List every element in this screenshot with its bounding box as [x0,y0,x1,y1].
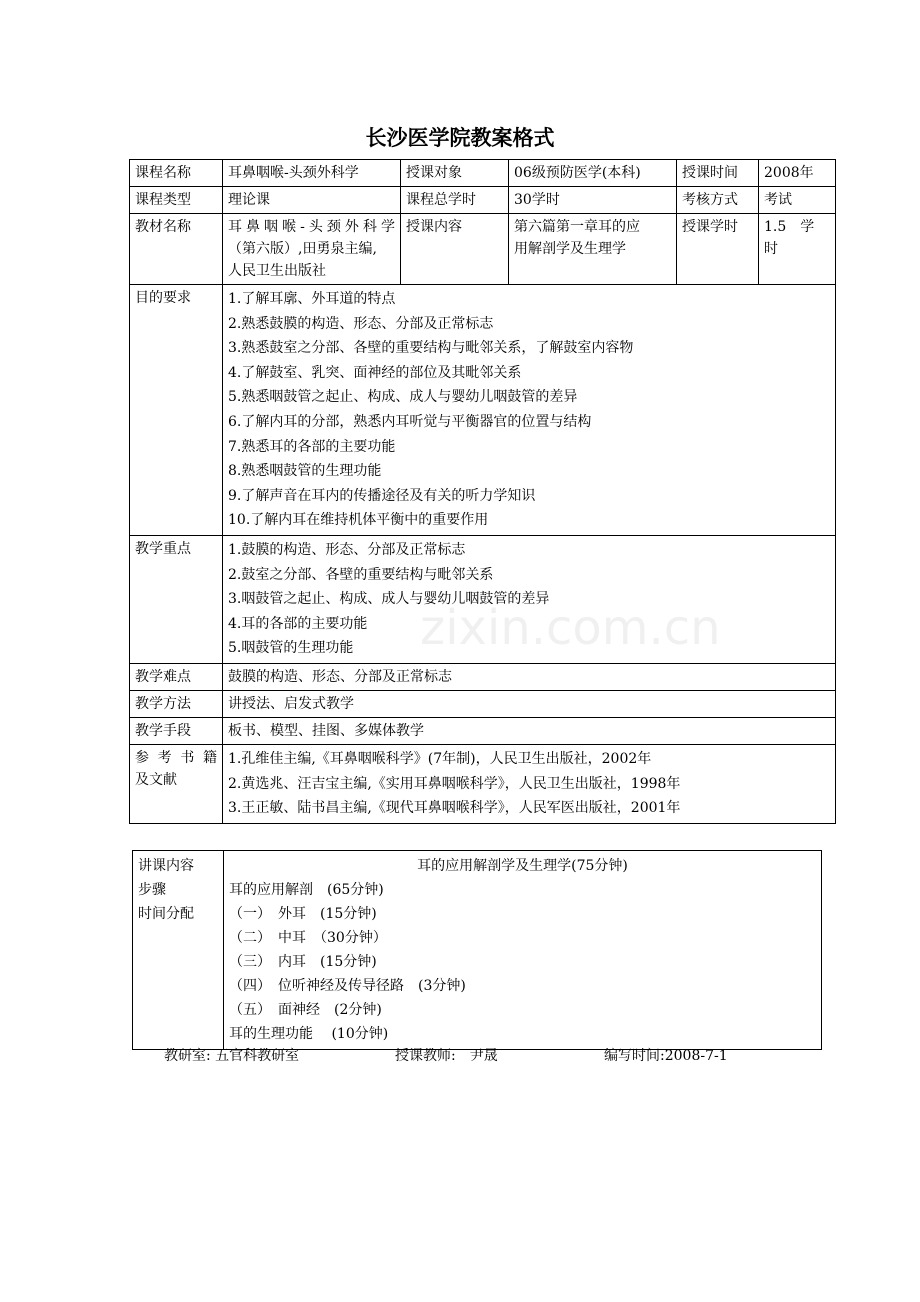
list-item: 4.了解鼓室、乳突、面神经的部位及其毗邻关系 [228,364,522,381]
list-item: 6.了解内耳的分部，熟悉内耳听觉与平衡器官的位置与结构 [228,413,592,430]
assessment-value: 考试 [759,187,836,214]
watermark: zixin.com.cn [420,600,721,656]
footer-department: 教研室: 五官科教研室 [164,1048,300,1064]
keypoints-list [223,535,836,663]
audience-value: 06级预防医学(本科) [509,160,677,187]
list-item: 5.咽鼓管的生理功能 [228,640,354,657]
course-name-value: 耳鼻咽喉-头颈外科学 [223,160,401,187]
textbook-line: 耳鼻咽喉-头颈外科学 [228,219,395,235]
table-row-goals [130,285,836,536]
course-name-label: 课程名称 [130,160,223,187]
schedule-heading: 耳的应用解剖学及生理学(75分钟) [417,858,628,874]
list-item: 耳的生理功能 (10分钟) [229,1026,389,1042]
content-value [509,214,677,285]
page-title: 长沙医学院教案格式 [365,126,555,150]
list-item: 3.咽鼓管之起止、构成、成人与婴幼儿咽鼓管的差异 [228,591,550,608]
textbook-line: 人民卫生出版社 [228,263,326,279]
list-item: 1.了解耳廓、外耳道的特点 [228,291,396,307]
audience-label: 授课对象 [401,160,509,187]
assessment-label: 考核方式 [677,187,759,214]
schedule-label [133,851,224,1050]
course-type-value: 理论课 [223,187,401,214]
schedule-table [132,850,822,1050]
table-row-course-type [130,187,836,214]
list-item: （五） 面神经 (2分钟) [229,1002,382,1018]
list-item: （四） 位听神经及传导径路 (3分钟) [229,978,466,994]
list-item: 1.鼓膜的构造、形态、分部及正常标志 [228,541,466,558]
class-hours-line: 1.5 学 [764,219,815,235]
list-item: 3.熟悉鼓室之分部、各壁的重要结构与毗邻关系，了解鼓室内容物 [228,340,634,357]
list-item: （一） 外耳 (15分钟) [229,906,377,922]
references-label [130,744,223,823]
list-item: 5.熟悉咽鼓管之起止、构成、成人与婴幼儿咽鼓管的差异 [228,389,578,406]
means-label: 教学手段 [130,717,223,744]
content-label: 授课内容 [401,214,509,285]
schedule-label-line: 讲课内容 [138,858,194,874]
difficulties-label: 教学难点 [130,663,223,690]
content-line: 第六篇第一章耳的应 [514,219,640,235]
keypoints-label: 教学重点 [130,535,223,663]
difficulties-value: 鼓膜的构造、形态、分部及正常标志 [223,663,836,690]
schedule-label-line: 步骤 [138,882,166,898]
footer-date: 编写时间:2008-7-1 [604,1048,728,1064]
methods-value: 讲授法、启发式教学 [223,690,836,717]
content-line: 用解剖学及生理学 [514,241,626,257]
table-row-textbook [130,214,836,285]
textbook-line: （第六版）,田勇泉主编, [228,241,377,257]
table-row-means [130,717,836,744]
textbook-value [223,214,401,285]
table-row-schedule [133,851,822,1050]
list-item: 3.王正敏、陆书昌主编,《现代耳鼻咽喉科学》，人民军医出版社，2001年 [228,800,681,817]
footer-teacher: 授课教师: 尹晟 [395,1048,498,1064]
table-row-difficulties [130,663,836,690]
table-row-methods [130,690,836,717]
table-row-course-name [130,160,836,187]
list-item: 7.熟悉耳的各部的主要功能 [228,438,396,455]
methods-label: 教学方法 [130,690,223,717]
total-hours-label: 课程总学时 [401,187,509,214]
list-item: 2.黄选兆、汪吉宝主编,《实用耳鼻咽喉科学》，人民卫生出版社，1998年 [228,775,681,792]
table-row-references [130,744,836,823]
class-time-value: 2008年 [759,160,836,187]
list-item: （二） 中耳 （30分钟） [229,930,387,946]
class-hours-line: 时 [764,241,778,257]
class-time-label: 授课时间 [677,160,759,187]
schedule-content [224,851,822,1050]
goals-list [223,285,836,536]
class-hours-value [759,214,836,285]
list-item: （三） 内耳 (15分钟) [229,954,377,970]
total-hours-value: 30学时 [509,187,677,214]
references-label-line: 及文献 [135,771,177,788]
list-item: 2.鼓室之分部、各壁的重要结构与毗邻关系 [228,566,494,583]
list-item: 耳的应用解剖 (65分钟) [229,882,384,898]
class-hours-label: 授课学时 [677,214,759,285]
means-value: 板书、模型、挂图、多媒体教学 [223,717,836,744]
list-item: 2.熟悉鼓膜的构造、形态、分部及正常标志 [228,315,494,332]
goals-label: 目的要求 [130,285,223,536]
course-type-label: 课程类型 [130,187,223,214]
textbook-label: 教材名称 [130,214,223,285]
list-item: 9.了解声音在耳内的传播途径及有关的听力学知识 [228,487,536,504]
lesson-plan-table [129,159,836,824]
list-item: 8.熟悉咽鼓管的生理功能 [228,463,382,480]
list-item: 10.了解内耳在维持机体平衡中的重要作用 [228,512,489,529]
list-item: 4.耳的各部的主要功能 [228,615,368,632]
references-list [223,744,836,823]
table-row-keypoints [130,535,836,663]
references-label-line: 参考书籍 [135,749,217,766]
list-item: 1.孔维佳主编,《耳鼻咽喉科学》(7年制)，人民卫生出版社，2002年 [228,750,652,767]
schedule-label-line: 时间分配 [138,906,194,922]
